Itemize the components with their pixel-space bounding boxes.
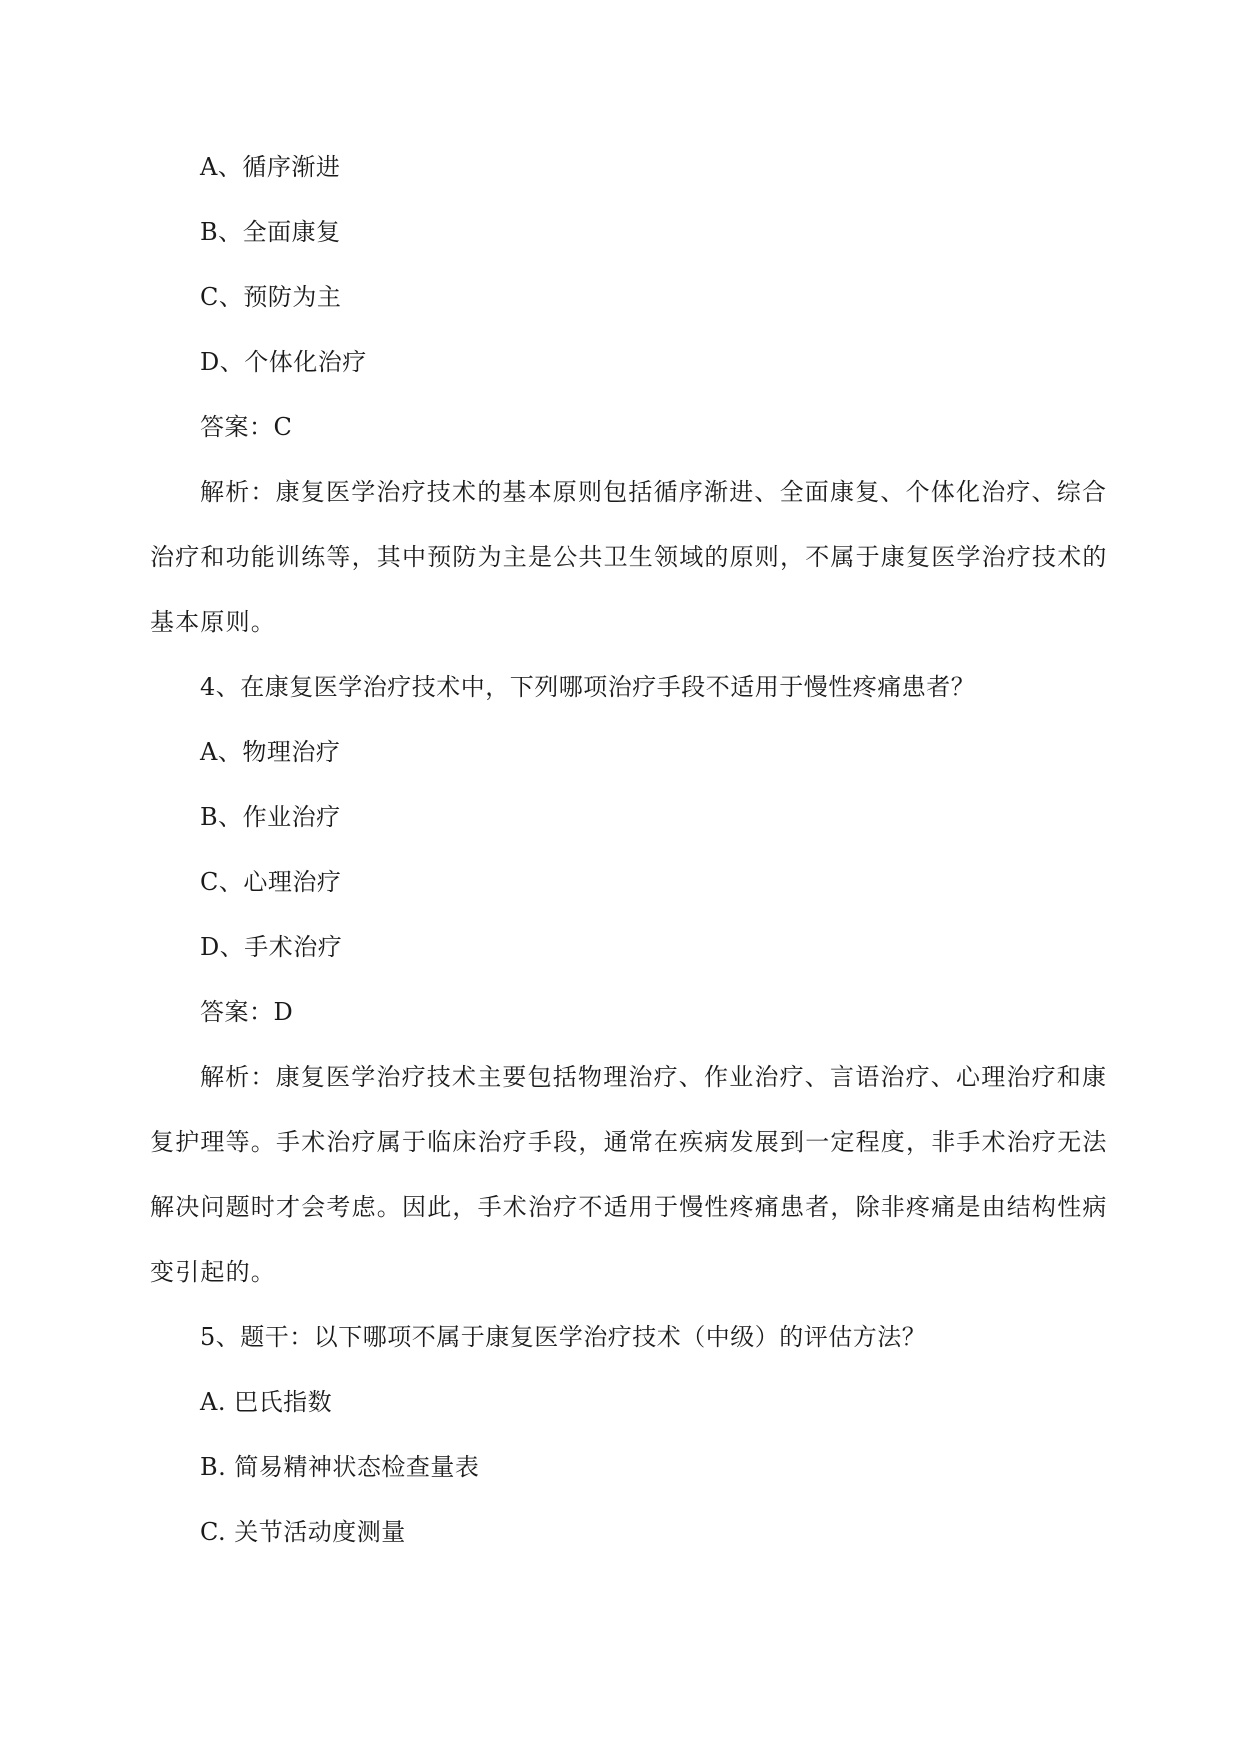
q4-answer: 答案：D <box>200 998 294 1026</box>
q4-option-a: A、物理治疗 <box>200 738 341 766</box>
q3-option-a: A、循序渐进 <box>200 153 341 181</box>
q4-option-c: C、心理治疗 <box>200 868 342 896</box>
q5-option-a: A. 巴氏指数 <box>200 1388 333 1416</box>
q3-answer: 答案：C <box>200 413 293 441</box>
q4-option-d: D、手术治疗 <box>200 933 343 961</box>
q3-analysis-line-1: 解析：康复医学治疗技术的基本原则包括循序渐进、全面康复、个体化治疗、综合 <box>200 478 1108 506</box>
q3-analysis-line-2: 治疗和功能训练等，其中预防为主是公共卫生领域的原则，不属于康复医学治疗技术的 <box>150 543 1108 571</box>
q4-analysis-line-2: 复护理等。手术治疗属于临床治疗手段，通常在疾病发展到一定程度，非手术治疗无法 <box>150 1128 1108 1156</box>
q3-option-d: D、个体化治疗 <box>200 348 367 376</box>
q4-question: 4、在康复医学治疗技术中，下列哪项治疗手段不适用于慢性疼痛患者？ <box>200 673 976 701</box>
q4-analysis-line-4: 变引起的。 <box>150 1258 276 1286</box>
q5-option-c: C. 关节活动度测量 <box>200 1518 406 1546</box>
q4-option-b: B、作业治疗 <box>200 803 341 831</box>
q3-option-c: C、预防为主 <box>200 283 342 311</box>
q3-option-b: B、全面康复 <box>200 218 341 246</box>
q3-analysis-line-3: 基本原则。 <box>150 608 276 636</box>
q4-analysis-line-3: 解决问题时才会考虑。因此，手术治疗不适用于慢性疼痛患者，除非疼痛是由结构性病 <box>150 1193 1108 1221</box>
q5-question: 5、题干：以下哪项不属于康复医学治疗技术（中级）的评估方法？ <box>200 1323 927 1351</box>
q5-option-b: B. 简易精神状态检查量表 <box>200 1453 480 1481</box>
q4-analysis-line-1: 解析：康复医学治疗技术主要包括物理治疗、作业治疗、言语治疗、心理治疗和康 <box>200 1063 1108 1091</box>
